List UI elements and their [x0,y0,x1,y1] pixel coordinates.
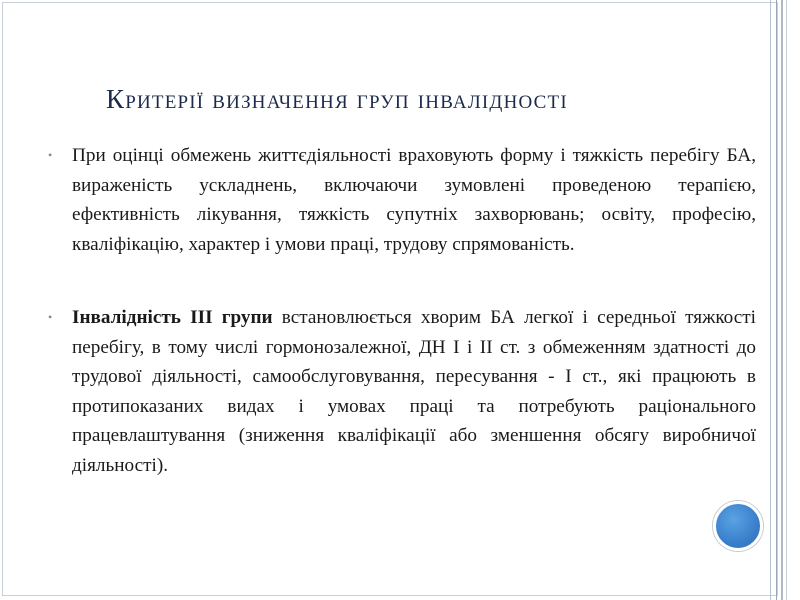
bullet-lead: Інвалідність ІІІ групи [72,307,273,328]
edge-line [786,0,787,600]
bullet-text: При оцінці обмежень життєдіяльності враховують форму і тяжкість перебігу БА, вираженість ускладнень, включаючи зумовлені проведеною терапією, ефективність лікування, тяжкість супутніх захворювань; освіту, професію, кваліфікацію, характер і умови праці, трудову спрямованість. [72,145,756,255]
slide-title: Критерії визначення груп інвалідності [106,84,568,114]
decorative-circle-icon [713,501,763,551]
bullet-item-1 [46,141,756,259]
bullet-item-2 [46,303,756,480]
bullet-text: встановлюється хворим БА легкої і середньої тяжкості перебігу, в тому числі гормонозалежної, ДН І і ІІ ст. з обмеженням здатності до трудової діяльності, самообслуговування, пересування - І ст., які працюють в протипоказаних видах і умовах праці та потребують раціонального працевлаштування (зниження кваліфікації або зменшення обсягу виробничої діяльності). [72,307,756,476]
bullet-dot-icon: • [48,148,53,162]
bullet-dot-icon: • [48,310,53,324]
slide-content [46,141,756,480]
edge-line [770,0,771,600]
edge-line [776,0,777,600]
edge-line [781,0,783,600]
